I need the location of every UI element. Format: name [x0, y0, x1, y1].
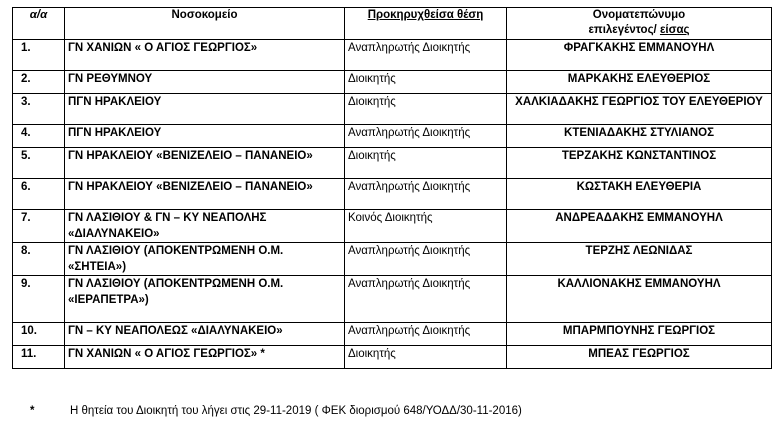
row-num: 5.	[13, 148, 65, 179]
footnote-text: Η θητεία του Διοικητή του λήγει στις 29-11-2019 ( ΦΕΚ διορισμού 648/ΥΟΔΔ/30-11-2016)	[70, 405, 522, 417]
row-hospital: ΓΝ – ΚΥ ΝΕΑΠΟΛΕΩΣ «ΔΙΑΛΥΝΑΚΕΙΟ»	[65, 323, 345, 346]
row-position: Αναπληρωτής Διοικητής	[345, 323, 507, 346]
header-position-text: Προκηρυχθείσα θέση	[367, 9, 484, 21]
row-num: 3.	[13, 94, 65, 125]
row-hospital: ΠΓΝ ΗΡΑΚΛΕΙΟΥ	[65, 125, 345, 148]
row-position: Αναπληρωτής Διοικητής	[345, 125, 507, 148]
table-body	[13, 40, 772, 369]
row-position: Διοικητής	[345, 71, 507, 94]
row-name: ΤΕΡΖΑΚΗΣ ΚΩΝΣΤΑΝΤΙΝΟΣ	[507, 148, 772, 179]
row-position: Αναπληρωτής Διοικητής	[345, 276, 507, 323]
row-position: Διοικητής	[345, 346, 507, 369]
table-row	[13, 210, 772, 243]
row-position: Διοικητής	[345, 148, 507, 179]
table-row	[13, 71, 772, 94]
row-num: 11.	[13, 346, 65, 369]
table-row	[13, 179, 772, 210]
row-hospital: ΓΝ ΗΡΑΚΛΕΙΟΥ «ΒΕΝΙΖΕΛΕΙΟ – ΠΑΝΑΝΕΙΟ»	[65, 148, 345, 179]
row-name: ΜΑΡΚΑΚΗΣ ΕΛΕΥΘΕΡΙΟΣ	[507, 71, 772, 94]
row-hospital: ΓΝ ΛΑΣΙΘΙΟΥ (ΑΠΟΚΕΝΤΡΩΜΕΝΗ Ο.Μ. «ΙΕΡΑΠΕΤΡΑ»)	[65, 276, 345, 323]
row-hospital: ΓΝ ΛΑΣΙΘΙΟΥ (ΑΠΟΚΕΝΤΡΩΜΕΝΗ Ο.Μ. «ΣΗΤΕΙΑ»)	[65, 243, 345, 276]
row-num: 7.	[13, 210, 65, 243]
row-position: Κοινός Διοικητής	[345, 210, 507, 243]
row-hospital: ΓΝ ΧΑΝΙΩΝ « Ο ΑΓΙΟΣ ΓΕΩΡΓΙΟΣ» *	[65, 346, 345, 369]
table-row	[13, 94, 772, 125]
row-name: ΦΡΑΓΚΑΚΗΣ ΕΜΜΑΝΟΥΗΛ	[507, 40, 772, 71]
table-row	[13, 243, 772, 276]
header-name	[507, 8, 772, 40]
row-hospital: ΓΝ ΛΑΣΙΘΙΟΥ & ΓΝ – ΚΥ ΝΕΑΠΟΛΗΣ «ΔΙΑΛΥΝΑΚΕΙΟ»	[65, 210, 345, 243]
row-hospital: ΓΝ ΧΑΝΙΩΝ « Ο ΑΓΙΟΣ ΓΕΩΡΓΙΟΣ»	[65, 40, 345, 71]
row-num: 6.	[13, 179, 65, 210]
table-row	[13, 125, 772, 148]
row-hospital: ΓΝ ΗΡΑΚΛΕΙΟΥ «ΒΕΝΙΖΕΛΕΙΟ – ΠΑΝΑΝΕΙΟ»	[65, 179, 345, 210]
row-num: 9.	[13, 276, 65, 323]
row-num: 4.	[13, 125, 65, 148]
row-num: 1.	[13, 40, 65, 71]
row-hospital: ΠΓΝ ΗΡΑΚΛΕΙΟΥ	[65, 94, 345, 125]
row-name: ΜΠΑΡΜΠΟΥΝΗΣ ΓΕΩΡΓΙΟΣ	[507, 323, 772, 346]
table-row	[13, 40, 772, 71]
row-name: ΑΝΔΡΕΑΔΑΚΗΣ ΕΜΜΑΝΟΥΗΛ	[507, 210, 772, 243]
header-row	[13, 8, 772, 40]
footnote-marker: *	[30, 405, 35, 417]
header-num: α/α	[13, 8, 65, 40]
row-name: ΜΠΕΑΣ ΓΕΩΡΓΙΟΣ	[507, 346, 772, 369]
row-name: ΚΩΣΤΑΚΗ ΕΛΕΥΘΕΡΙΑ	[507, 179, 772, 210]
appointments-table	[12, 7, 772, 369]
row-position: Αναπληρωτής Διοικητής	[345, 179, 507, 210]
table-row	[13, 346, 772, 369]
row-name: ΚΑΛΛΙΟΝΑΚΗΣ ΕΜΜΑΝΟΥΗΛ	[507, 276, 772, 323]
footnote	[30, 405, 522, 417]
row-position: Αναπληρωτής Διοικητής	[345, 40, 507, 71]
row-hospital: ΓΝ ΡΕΘΥΜΝΟΥ	[65, 71, 345, 94]
row-num: 2.	[13, 71, 65, 94]
row-position: Διοικητής	[345, 94, 507, 125]
header-name-line2b: είσας	[659, 24, 690, 36]
row-num: 8.	[13, 243, 65, 276]
table-row	[13, 148, 772, 179]
table-row	[13, 276, 772, 323]
header-hospital: Νοσοκομείο	[65, 8, 345, 40]
row-name: ΧΑΛΚΙΑΔΑΚΗΣ ΓΕΩΡΓΙΟΣ ΤΟΥ ΕΛΕΥΘΕΡΙΟΥ	[507, 94, 772, 125]
header-name-line2a: επιλεγέντος/	[588, 24, 660, 36]
row-name: ΤΕΡΖΗΣ ΛΕΩΝΙΔΑΣ	[507, 243, 772, 276]
header-position	[345, 8, 507, 40]
row-position: Αναπληρωτής Διοικητής	[345, 243, 507, 276]
row-name: ΚΤΕΝΙΑΔΑΚΗΣ ΣΤΥΛΙΑΝΟΣ	[507, 125, 772, 148]
row-num: 10.	[13, 323, 65, 346]
table-row	[13, 323, 772, 346]
header-name-line1: Ονοματεπώνυμο	[592, 9, 686, 21]
